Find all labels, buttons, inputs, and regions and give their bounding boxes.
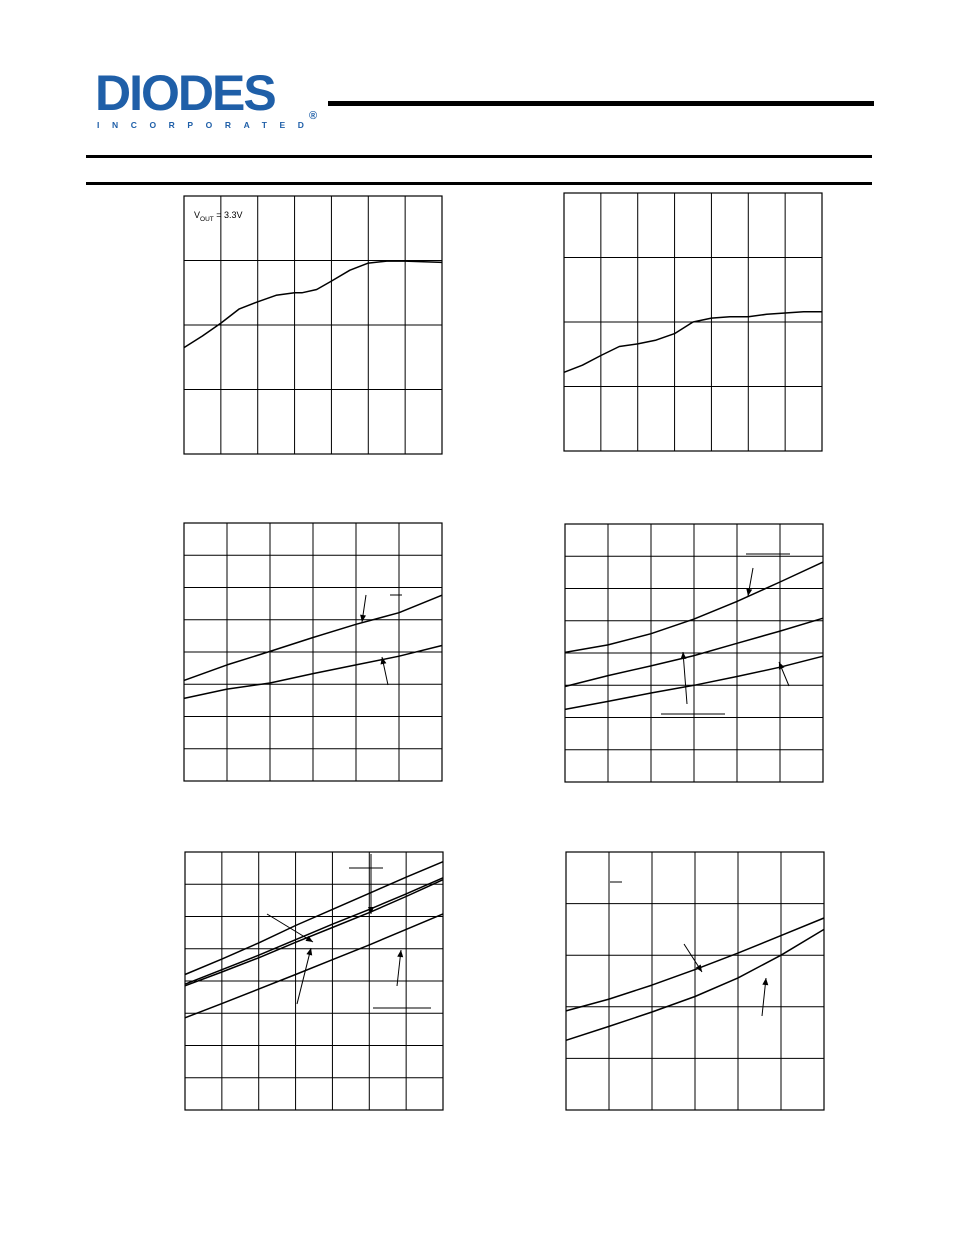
series-line-1 — [185, 862, 443, 975]
series-line-4 — [185, 914, 443, 1018]
chart-2 — [564, 193, 822, 451]
annotation-arrow — [762, 978, 768, 1016]
logo-subtitle: INCORPORATED — [97, 120, 317, 130]
chart-4 — [565, 524, 823, 782]
header-rule — [328, 101, 874, 106]
title-rule-top — [86, 155, 872, 158]
annotation-arrow — [746, 568, 753, 596]
annotation-arrow — [297, 948, 312, 1004]
annotation-arrow — [381, 657, 389, 685]
registered-mark: ® — [309, 110, 318, 122]
series-line-2 — [185, 878, 443, 984]
diodes-logo — [95, 65, 325, 134]
chart-6 — [566, 852, 824, 1110]
annotation-arrow — [684, 944, 702, 972]
chart-annotation: $V_{OUT} = 3.3V$ — [194, 210, 243, 223]
series-line-1 — [564, 312, 822, 373]
series-line-1 — [184, 261, 442, 348]
annotation-arrow — [267, 914, 313, 942]
logo-wordmark: DIODES — [95, 65, 275, 121]
chart-5 — [185, 852, 443, 1110]
annotation-arrow — [681, 652, 688, 704]
annotation-arrow — [360, 595, 366, 622]
title-rule-bottom — [86, 182, 872, 185]
chart-3 — [184, 523, 442, 781]
chart-1 — [184, 196, 442, 454]
